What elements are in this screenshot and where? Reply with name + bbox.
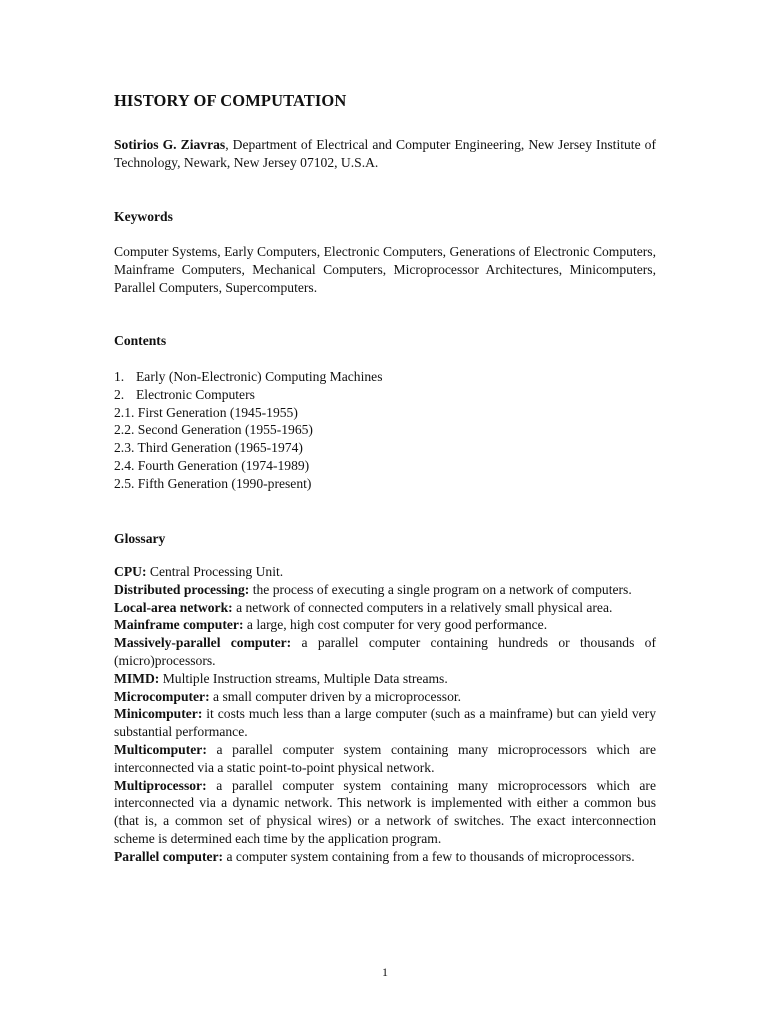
contents-item-number: 2.4.: [114, 457, 135, 473]
glossary-entry: [114, 599, 656, 617]
glossary-definition: a parallel computer system containing many microprocessors which are interconnected via a dynamic network. This network is implemented with either a common bus (that is, a common set of physical wires) or a network of switches. The exact interconnection scheme is determined each time by the application program.: [114, 777, 656, 846]
contents-heading: Contents: [114, 333, 167, 348]
glossary-entry: [114, 670, 656, 688]
document-title: HISTORY OF COMPUTATION: [114, 91, 347, 110]
glossary-entry: [114, 848, 656, 866]
glossary-term: Distributed processing:: [114, 581, 250, 597]
glossary-term: CPU:: [114, 564, 147, 579]
author-affiliation: , Department of Electrical and Computer Engineering, New Jersey Institute of Technology, Newark, New Jersey 07102, U.S.A.: [114, 137, 656, 170]
glossary-definition: a small computer driven by a microprocessor.: [213, 688, 462, 704]
glossary-list: [114, 563, 656, 866]
glossary-entry: [114, 688, 656, 706]
glossary-definition: a parallel computer containing hundreds or thousands of (micro)processors.: [114, 635, 656, 668]
glossary-term: Local-area network:: [114, 599, 233, 615]
glossary-entry: [114, 634, 656, 670]
glossary-definition: a computer system containing from a few to thousands of microprocessors.: [226, 848, 635, 864]
contents-item-number: 2.3.: [114, 440, 135, 456]
glossary-entry: [114, 563, 656, 581]
page-number: 1: [382, 965, 388, 979]
glossary-definition: it costs much less than a large computer (such as a mainframe) but can yield very substantial performance.: [114, 706, 656, 740]
contents-item-text: Electronic Computers: [136, 386, 255, 402]
glossary-definition: Multiple Instruction streams, Multiple Data streams.: [162, 670, 448, 686]
contents-item-number: 2.2.: [114, 422, 135, 438]
glossary-term: Massively-parallel computer:: [114, 635, 292, 651]
contents-item-text: Third Generation (1965-1974): [137, 440, 303, 456]
contents-item: [114, 439, 656, 457]
glossary-term: MIMD:: [114, 670, 160, 686]
glossary-entry: [114, 705, 656, 741]
glossary-term: Parallel computer:: [114, 848, 224, 864]
contents-item: [114, 386, 656, 404]
glossary-term: Microcomputer:: [114, 688, 210, 704]
glossary-entry: [114, 581, 656, 599]
contents-item-text: Early (Non-Electronic) Computing Machines: [136, 369, 383, 384]
glossary-term: Multiprocessor:: [114, 777, 207, 793]
author-line: [114, 136, 656, 172]
contents-list: [114, 368, 656, 493]
contents-item: [114, 457, 656, 475]
contents-item-number: 1.: [114, 369, 125, 384]
contents-item: [114, 368, 656, 386]
contents-item-number: 2.: [114, 386, 125, 402]
glossary-definition: the process of executing a single program on a network of computers.: [252, 581, 632, 597]
glossary-heading: Glossary: [114, 531, 166, 546]
contents-item-text: Fourth Generation (1974-1989): [137, 457, 310, 473]
document-page: [114, 0, 656, 1024]
contents-item: [114, 404, 656, 422]
glossary-term: Multicomputer:: [114, 741, 207, 757]
glossary-term: Minicomputer:: [114, 706, 203, 722]
glossary-definition: a network of connected computers in a relatively small physical area.: [236, 599, 613, 615]
keywords-text: Computer Systems, Early Computers, Electronic Computers, Generations of Electronic Computers, Mainframe Computers, Mechanical Computers, Microprocessor Architectures, Minicomputers, Parallel Computers, Supercomputers.: [114, 244, 656, 295]
glossary-definition: Central Processing Unit.: [149, 564, 284, 579]
glossary-entry: [114, 616, 656, 634]
glossary-entry: [114, 741, 656, 777]
contents-item-number: 2.5.: [114, 475, 135, 491]
contents-item: [114, 421, 656, 439]
author-name: Sotirios G. Ziavras: [114, 137, 226, 152]
glossary-term: Mainframe computer:: [114, 617, 244, 633]
contents-item-text: First Generation (1945-1955): [137, 404, 298, 420]
glossary-definition: a parallel computer system containing many microprocessors which are interconnected via a static point-to-point physical network.: [114, 741, 656, 775]
contents-item-text: Second Generation (1955-1965): [137, 422, 313, 438]
glossary-definition: a large, high cost computer for very good performance.: [246, 617, 548, 633]
contents-item-number: 2.1.: [114, 404, 135, 420]
contents-item: [114, 475, 656, 493]
contents-item-text: Fifth Generation (1990-present): [137, 475, 312, 491]
keywords-heading: Keywords: [114, 209, 173, 224]
glossary-entry: [114, 777, 656, 848]
